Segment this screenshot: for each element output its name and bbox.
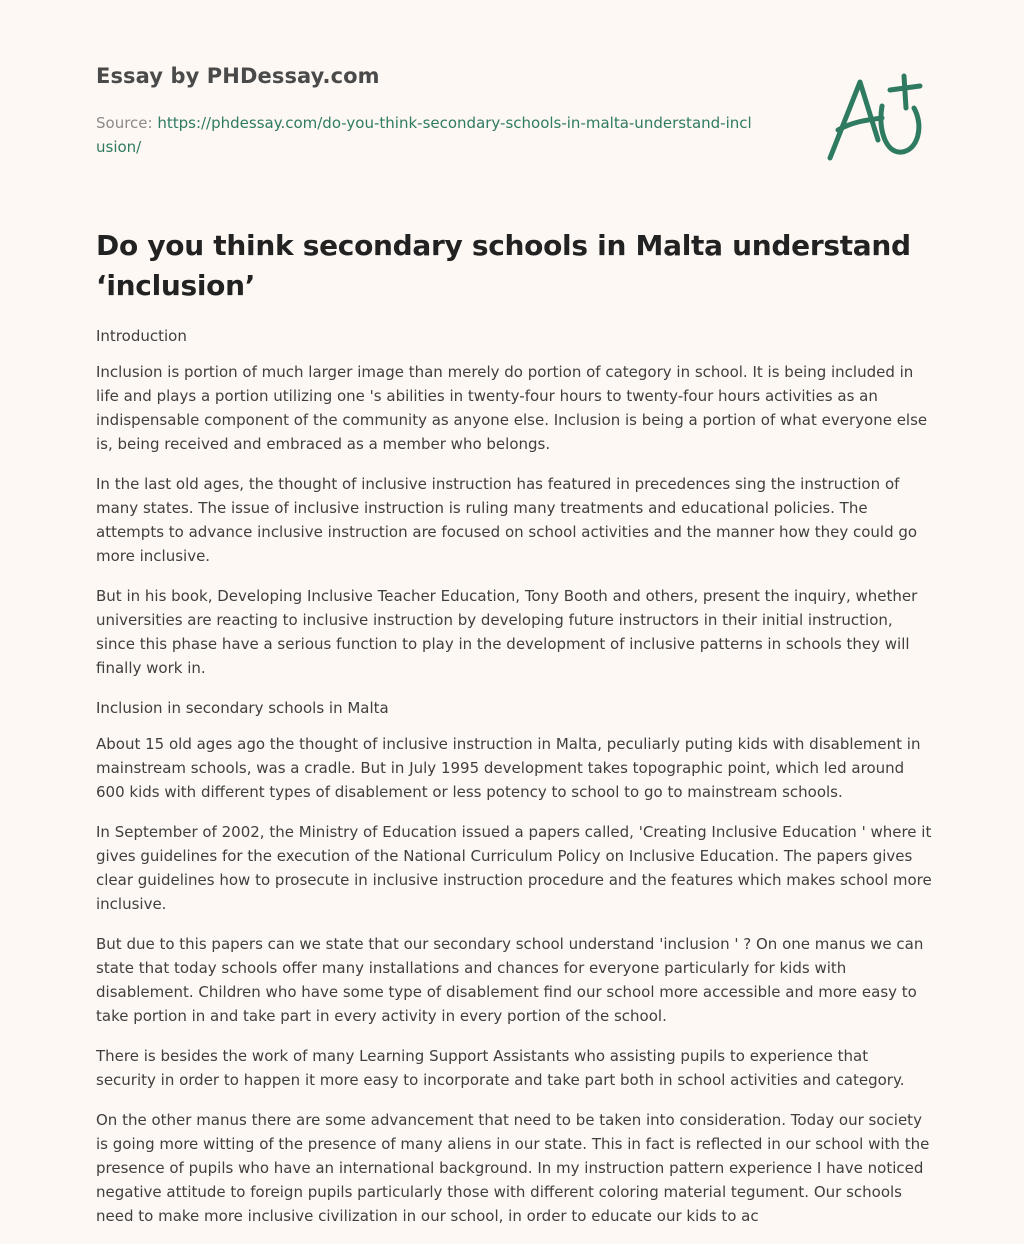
a-plus-logo-icon (820, 68, 930, 168)
paragraph: There is besides the work of many Learning Support Assistants who assisting pupils to experience that security in order to happen it more easy to incorporate and take part both in school activities and category. (96, 1047, 905, 1089)
paragraph: In the last old ages, the thought of inclusive instruction has featured in precedences sing the instruction of many states. The issue of inclusive instruction is ruling many treatments and educational policies. The attempts to advance inclusive instruction are focused on school activities and the manner how they could go more inclusive. (96, 475, 918, 565)
source-line (96, 111, 756, 159)
paragraph: In September of 2002, the Ministry of Education issued a papers called, 'Creating Inclusive Education ' where it gives guidelines for the execution of the National Curriculum Policy on Inclusive Education. The papers gives clear guidelines how to prosecute in inclusive instruction procedure and the features which makes school more inclusive. (96, 823, 932, 913)
source-link[interactable]: https://phdessay.com/do-you-think-secondary-schools-in-malta-understand-inclusion/ (96, 114, 752, 156)
section-heading-malta: Inclusion in secondary schools in Malta (96, 699, 389, 717)
essay-body (96, 324, 932, 1244)
site-brand: Essay by PHDessay.com (96, 64, 380, 88)
paragraph: About 15 old ages ago the thought of inclusive instruction in Malta, peculiarly puting kids with disablement in mainstream schools, was a cradle. But in July 1995 development takes topographic point, which led around 600 kids with different types of disablement or less potency to school to go to mainstream schools. (96, 735, 921, 801)
paragraph: On the other manus there are some advancement that need to be taken into consideration. Today our society is going more witting of the presence of many aliens in our state. This in fact is reflected in our school with the presence of pupils who have an international background. In my instruction pattern experience I have noticed negative attitude to foreign pupils particularly those with different coloring material tegument. Our schools need to make more inclusive civilization in our school, in order to educate our kids to ac (96, 1111, 930, 1225)
paragraph: But in his book, Developing Inclusive Teacher Education, Tony Booth and others, present the inquiry, whether universities are reacting to inclusive instruction by developing future instructors in their initial instruction, since this phase have a serious function to play in the development of inclusive patterns in schools they will finally work in. (96, 587, 918, 677)
paragraph: But due to this papers can we state that our secondary school understand 'inclusion ' ? On one manus we can state that today schools offer many installations and chances for everyone particularly for kids with disablement. Children who have some type of disablement find our school more accessible and more easy to take portion in and take part in every activity in every portion of the school. (96, 935, 924, 1025)
section-heading-introduction: Introduction (96, 327, 187, 345)
source-label: Source: (96, 114, 158, 132)
essay-title: Do you think secondary schools in Malta understand ‘inclusion’ (96, 229, 911, 302)
paragraph: Inclusion is portion of much larger image than merely do portion of category in school. It is being included in life and plays a portion utilizing one 's abilities in twenty-four hours to twenty-four hours activities as an indispensable component of the community as anyone else. Inclusion is being a portion of what everyone else is, being received and embraced as a member who belongs. (96, 363, 928, 453)
